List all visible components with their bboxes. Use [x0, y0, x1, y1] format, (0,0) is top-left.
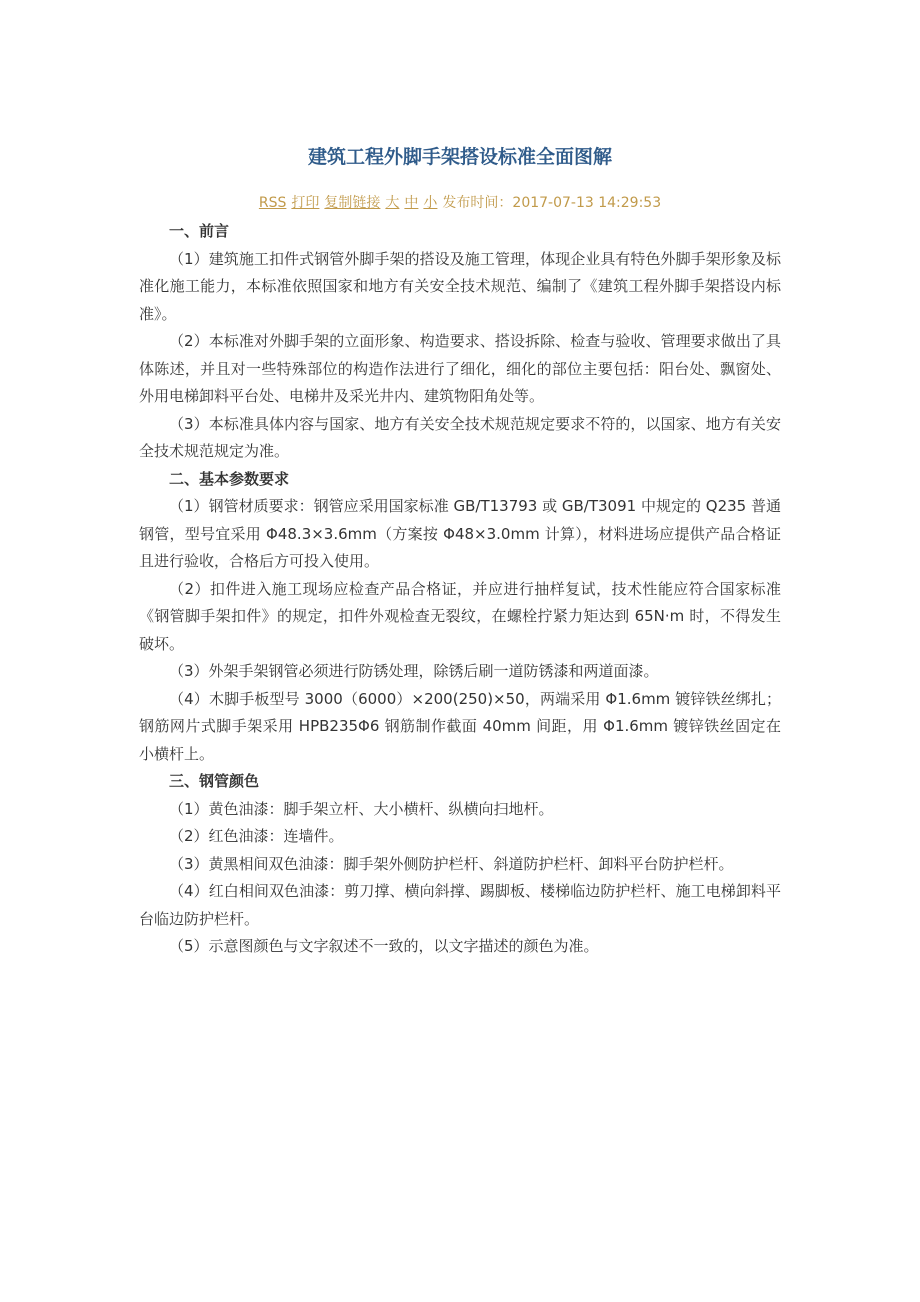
- paragraph: （3）外架手架钢管必须进行防锈处理，除锈后刷一道防锈漆和两道面漆。: [169, 662, 659, 680]
- article-content: [139, 218, 781, 961]
- paragraph: （1）钢管材质要求：钢管应采用国家标准 GB/T13793 或 GB/T3091 中规定的 Q235 普通钢管，型号宜采用 Φ48.3×3.6mm（方案按 Φ48×3.0mm 计算），材料进场应提供产品合格证且进行验收，合格后方可投入使用。: [139, 497, 781, 570]
- article-meta: [139, 192, 781, 214]
- paragraph: （1）黄色油漆：脚手架立杆、大小横杆、纵横向扫地杆。: [169, 799, 554, 818]
- paragraph: （5）示意图颜色与文字叙述不一致的，以文字描述的颜色为准。: [169, 937, 599, 955]
- font-large-link[interactable]: 大: [385, 195, 400, 211]
- paragraph: （3）本标准具体内容与国家、地方有关安全技术规范规定要求不符的，以国家、地方有关安全技术规范规定为准。: [139, 414, 781, 460]
- paragraph: （4）红白相间双色油漆：剪刀撑、横向斜撑、踢脚板、楼梯临边防护栏杆、施工电梯卸料平台临边防护栏杆。: [139, 882, 781, 928]
- rss-link[interactable]: RSS: [258, 195, 287, 211]
- paragraph: （4）木脚手板型号 3000（6000）×200(250)×50，两端采用 Φ1.6mm 镀锌铁丝绑扎；钢筋网片式脚手架采用 HPB235Φ6 钢筋制作截面 40mm 间距，用 Φ1.6mm 镀锌铁丝固定在小横杆上。: [139, 689, 781, 763]
- font-small-link[interactable]: 小: [423, 195, 438, 211]
- section-heading: 三、钢管颜色: [169, 772, 260, 790]
- article: [139, 138, 781, 961]
- paragraph: （2）扣件进入施工现场应检查产品合格证，并应进行抽样复试，技术性能应符合国家标准《钢管脚手架扣件》的规定，扣件外观检查无裂纹，在螺栓拧紧力矩达到 65N·m 时，不得发生破坏。: [139, 579, 781, 653]
- paragraph: （3）黄黑相间双色油漆：脚手架外侧防护栏杆、斜道防护栏杆、卸料平台防护栏杆。: [169, 854, 734, 873]
- copy-link[interactable]: 复制链接: [324, 195, 381, 211]
- publish-time-label: 发布时间：: [442, 195, 513, 211]
- paragraph: （2）红色油漆：连墙件。: [169, 827, 344, 845]
- paragraph: （2）本标准对外脚手架的立面形象、构造要求、搭设拆除、检查与验收、管理要求做出了具体陈述，并且对一些特殊部位的构造作法进行了细化，细化的部位主要包括：阳台处、飘窗处、外用电梯卸料平台处、电梯井及采光井内、建筑物阳角处等。: [139, 332, 781, 405]
- font-medium-link[interactable]: 中: [404, 195, 419, 211]
- paragraph: （1）建筑施工扣件式钢管外脚手架的搭设及施工管理，体现企业具有特色外脚手架形象及标准化施工能力，本标准依照国家和地方有关安全技术规范、编制了《建筑工程外脚手架搭设内标准》。: [139, 249, 781, 323]
- article-title: 建筑工程外脚手架搭设标准全面图解: [307, 146, 612, 168]
- print-link[interactable]: 打印: [291, 195, 320, 211]
- section-heading: 一、前言: [169, 222, 230, 240]
- section-heading: 二、基本参数要求: [169, 469, 290, 488]
- publish-time-value: 2017-07-13 14:29:53: [512, 195, 662, 211]
